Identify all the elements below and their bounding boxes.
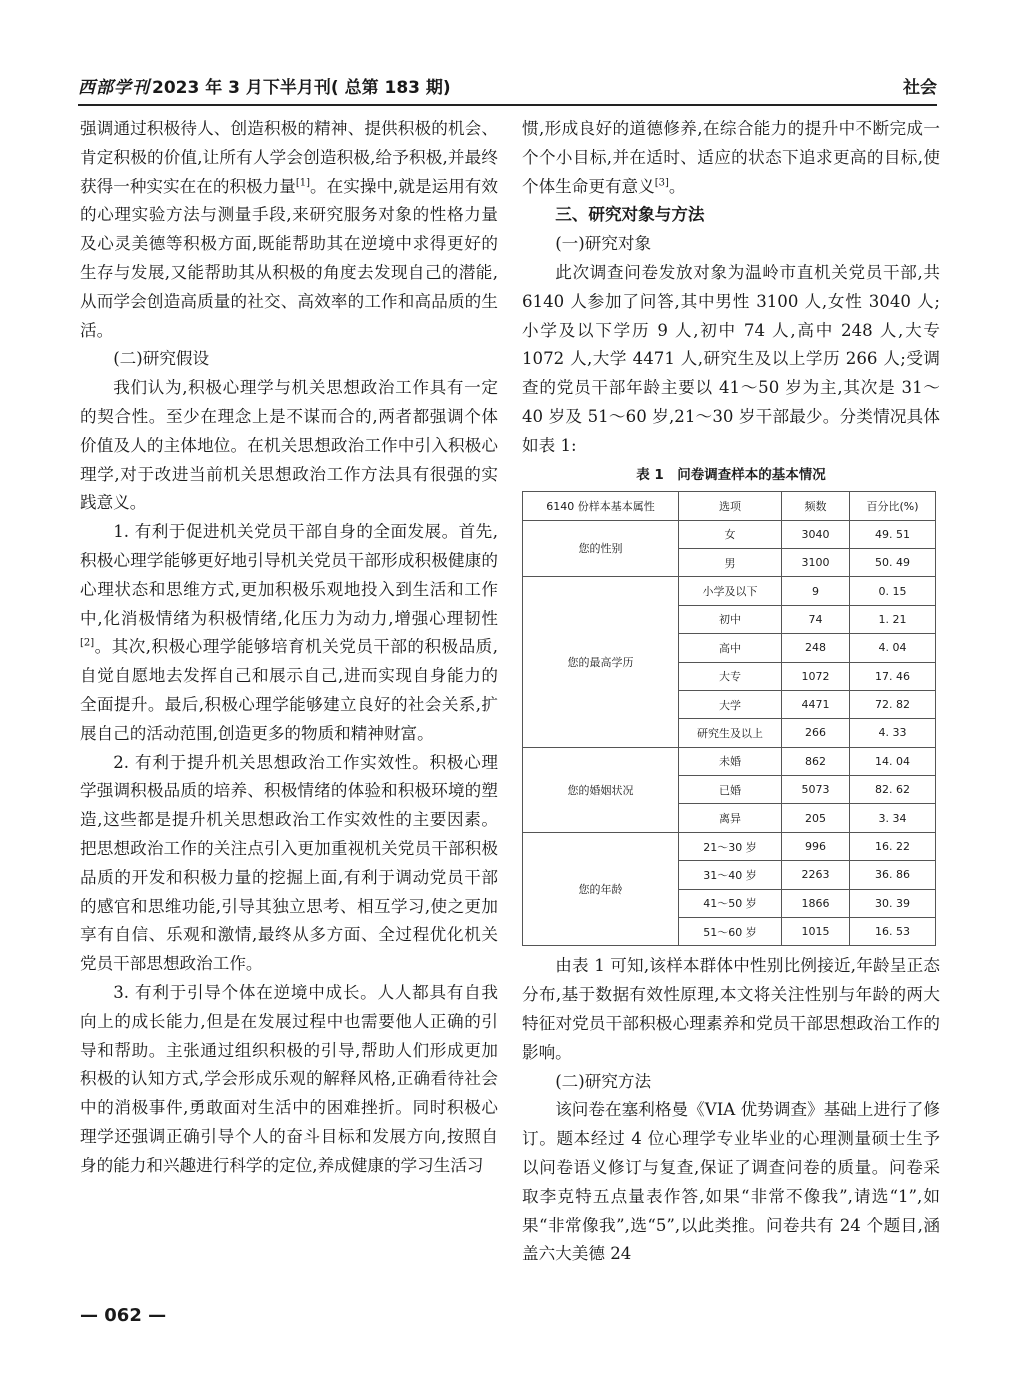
table-cell: 大学 — [679, 690, 782, 718]
subheading-subjects: (一)研究对象 — [555, 234, 652, 254]
table-cell: 1. 21 — [850, 605, 936, 633]
table-cell: 初中 — [679, 605, 782, 633]
table-cell: 1866 — [782, 889, 850, 917]
table-cell: 0. 15 — [850, 577, 936, 605]
journal-logo: 西部学刊 — [78, 78, 150, 98]
table-cell: 离异 — [679, 804, 782, 832]
running-header — [78, 70, 937, 106]
table-row — [523, 747, 936, 775]
paragraph: 强调通过积极待人、创造积极的精神、提供积极的机会、肯定积极的价值,让所有人学会创造积极,给予积极,并最终获得一种实实在在的积极力量[1]。在实操中,就是运用有效的心理实验方法与测量手段,来研究服务对象的性格力量及心灵美德等积极方面,既能帮助其在逆境中求得更好的生存与发展,又能帮助其从积极的角度去发现自己的潜能,从而学会创造高质量的社交、高效率的工作和高品质的生活。 — [80, 119, 498, 340]
header-cell: 百分比(%) — [850, 491, 936, 520]
header-cell: 频数 — [782, 491, 850, 520]
paragraph: 此次调查问卷发放对象为温岭市直机关党员干部,共 6140 人参加了问答,其中男性 3100 人,女性 3040 人;小学及以下学历 9 人,初中 74 人,高中 248 人,大专 1072 人,大学 4471 人,研究生及以上学历 266 人;受调查的党员干部年龄主要以 41～50 岁为主,其次是 31～40 岁及 51～60 岁,21～30 岁干部最少。分类情况具体如表 1: — [522, 262, 940, 455]
table-cell: 51～60 岁 — [679, 918, 782, 946]
table-cell: 男 — [679, 548, 782, 576]
table-cell: 高中 — [679, 634, 782, 662]
table-row — [523, 520, 936, 548]
table-cell: 996 — [782, 832, 850, 860]
section-heading: 三、研究对象与方法 — [555, 205, 705, 225]
table-cell: 30. 39 — [850, 889, 936, 917]
table-cell: 72. 82 — [850, 690, 936, 718]
table-cell: 49. 51 — [850, 520, 936, 548]
subheading-hypothesis: (二)研究假设 — [113, 349, 210, 369]
table-row — [523, 577, 936, 605]
table-cell: 4. 04 — [850, 634, 936, 662]
table-cell: 1015 — [782, 918, 850, 946]
table-cell: 小学及以下 — [679, 577, 782, 605]
paragraph: 我们认为,积极心理学与机关思想政治工作具有一定的契合性。至少在理念上是不谋而合的,两者都强调个体价值及人的主体地位。在机关思想政治工作中引入积极心理学,对于改进当前机关思想政治工作方法具有很强的实践意义。 — [80, 378, 498, 513]
issue-info: 2023 年 3 月下半月刊( 总第 183 期) — [152, 78, 451, 98]
left-column — [80, 115, 498, 1180]
table-cell: 3. 34 — [850, 804, 936, 832]
paragraph: 惯,形成良好的道德修养,在综合能力的提升中不断完成一个个小目标,并在适时、适应的状态下追求更高的目标,使个体生命更有意义[3]。 — [522, 119, 940, 196]
table-cell: 3040 — [782, 520, 850, 548]
table-cell: 82. 62 — [850, 776, 936, 804]
table-cell: 16. 53 — [850, 918, 936, 946]
paragraph: 2. 有利于提升机关思想政治工作实效性。积极心理学强调积极品质的培养、积极情绪的体验和积极环境的塑造,这些都是提升机关思想政治工作实效性的主要因素。把思想政治工作的关注点引入更加重视机关党员干部积极品质的开发和积极力量的挖掘上面,有利于调动党员干部的感官和思维功能,引导其独立思考、相互学习,使之更加享有自信、乐观和激情,最终从多方面、全过程优化机关党员干部思想政治工作。 — [80, 752, 498, 974]
table-cell: 17. 46 — [850, 662, 936, 690]
header-cell: 选项 — [679, 491, 782, 520]
table-cell: 5073 — [782, 776, 850, 804]
table-cell: 未婚 — [679, 747, 782, 775]
table-row — [523, 832, 936, 860]
table-cell: 74 — [782, 605, 850, 633]
right-column — [522, 115, 940, 1269]
paragraph: 3. 有利于引导个体在逆境中成长。人人都具有自我向上的成长能力,但是在发展过程中也需要他人正确的引导和帮助。主张通过组织积极的引导,帮助人们形成更加积极的认知方式,学会形成乐观的解释风格,正确看待社会中的消极事件,勇敢面对生活中的困难挫折。同时积极心理学还强调正确引导个人的奋斗目标和发展方向,按照自身的能力和兴趣进行科学的定位,养成健康的学习生活习 — [80, 982, 498, 1175]
table-cell: 已婚 — [679, 776, 782, 804]
table-header-row — [523, 491, 936, 520]
table-cell: 248 — [782, 634, 850, 662]
table-cell: 大专 — [679, 662, 782, 690]
subheading-method: (二)研究方法 — [555, 1071, 652, 1091]
page-number: — 062 — — [80, 1305, 167, 1326]
table-cell: 41～50 岁 — [679, 889, 782, 917]
table-cell: 女 — [679, 520, 782, 548]
attribute-cell: 您的性别 — [523, 520, 679, 577]
attribute-cell: 您的婚姻状况 — [523, 747, 679, 832]
paragraph: 该问卷在塞利格曼《VIA 优势调查》基础上进行了修订。题本经过 4 位心理学专业毕业的心理测量硕士生予以问卷语义修订与复查,保证了调查问卷的质量。问卷采取李克特五点量表作答,如果“非常不像我”,请选“1”,如果“非常像我”,选“5”,以此类推。问卷共有 24 个题目,涵盖六大美德 24 — [522, 1100, 940, 1264]
table-cell: 2263 — [782, 861, 850, 889]
table-cell: 1072 — [782, 662, 850, 690]
table-cell: 266 — [782, 719, 850, 747]
table-cell: 50. 49 — [850, 548, 936, 576]
table-cell: 4471 — [782, 690, 850, 718]
paragraph: 1. 有利于促进机关党员干部自身的全面发展。首先,积极心理学能够更好地引导机关党员干部形成积极健康的心理状态和思维方式,更加积极乐观地投入到生活和工作中,化消极情绪为积极情绪,化压力为动力,增强心理韧性[2]。其次,积极心理学能够培育机关党员干部的积极品质,自觉自愿地去发挥自己和展示自己,进而实现自身能力的全面提升。最后,积极心理学能够建立良好的社会关系,扩展自己的活动范围,创造更多的物质和精神财富。 — [80, 522, 498, 743]
citation: [2] — [80, 637, 95, 649]
paragraph: 由表 1 可知,该样本群体中性别比例接近,年龄呈正态分布,基于数据有效性原理,本文将关注性别与年龄的两大特征对党员干部积极心理素养和党员干部思想政治工作的影响。 — [522, 956, 940, 1062]
citation: [3] — [654, 177, 669, 189]
table-cell: 205 — [782, 804, 850, 832]
table-cell: 研究生及以上 — [679, 719, 782, 747]
table-cell: 31～40 岁 — [679, 861, 782, 889]
attribute-cell: 您的年龄 — [523, 832, 679, 946]
header-cell: 6140 份样本基本属性 — [523, 491, 679, 520]
header-journal — [78, 73, 451, 98]
table-cell: 14. 04 — [850, 747, 936, 775]
table-caption: 表 1 问卷调查样本的基本情况 — [636, 466, 826, 483]
table-cell: 862 — [782, 747, 850, 775]
sample-table — [522, 491, 936, 947]
table-cell: 4. 33 — [850, 719, 936, 747]
attribute-cell: 您的最高学历 — [523, 577, 679, 747]
table-cell: 16. 22 — [850, 832, 936, 860]
table-cell: 21～30 岁 — [679, 832, 782, 860]
section-name: 社会 — [903, 78, 937, 98]
table-cell: 9 — [782, 577, 850, 605]
table-cell: 3100 — [782, 548, 850, 576]
citation: [1] — [295, 177, 311, 189]
table-cell: 36. 86 — [850, 861, 936, 889]
